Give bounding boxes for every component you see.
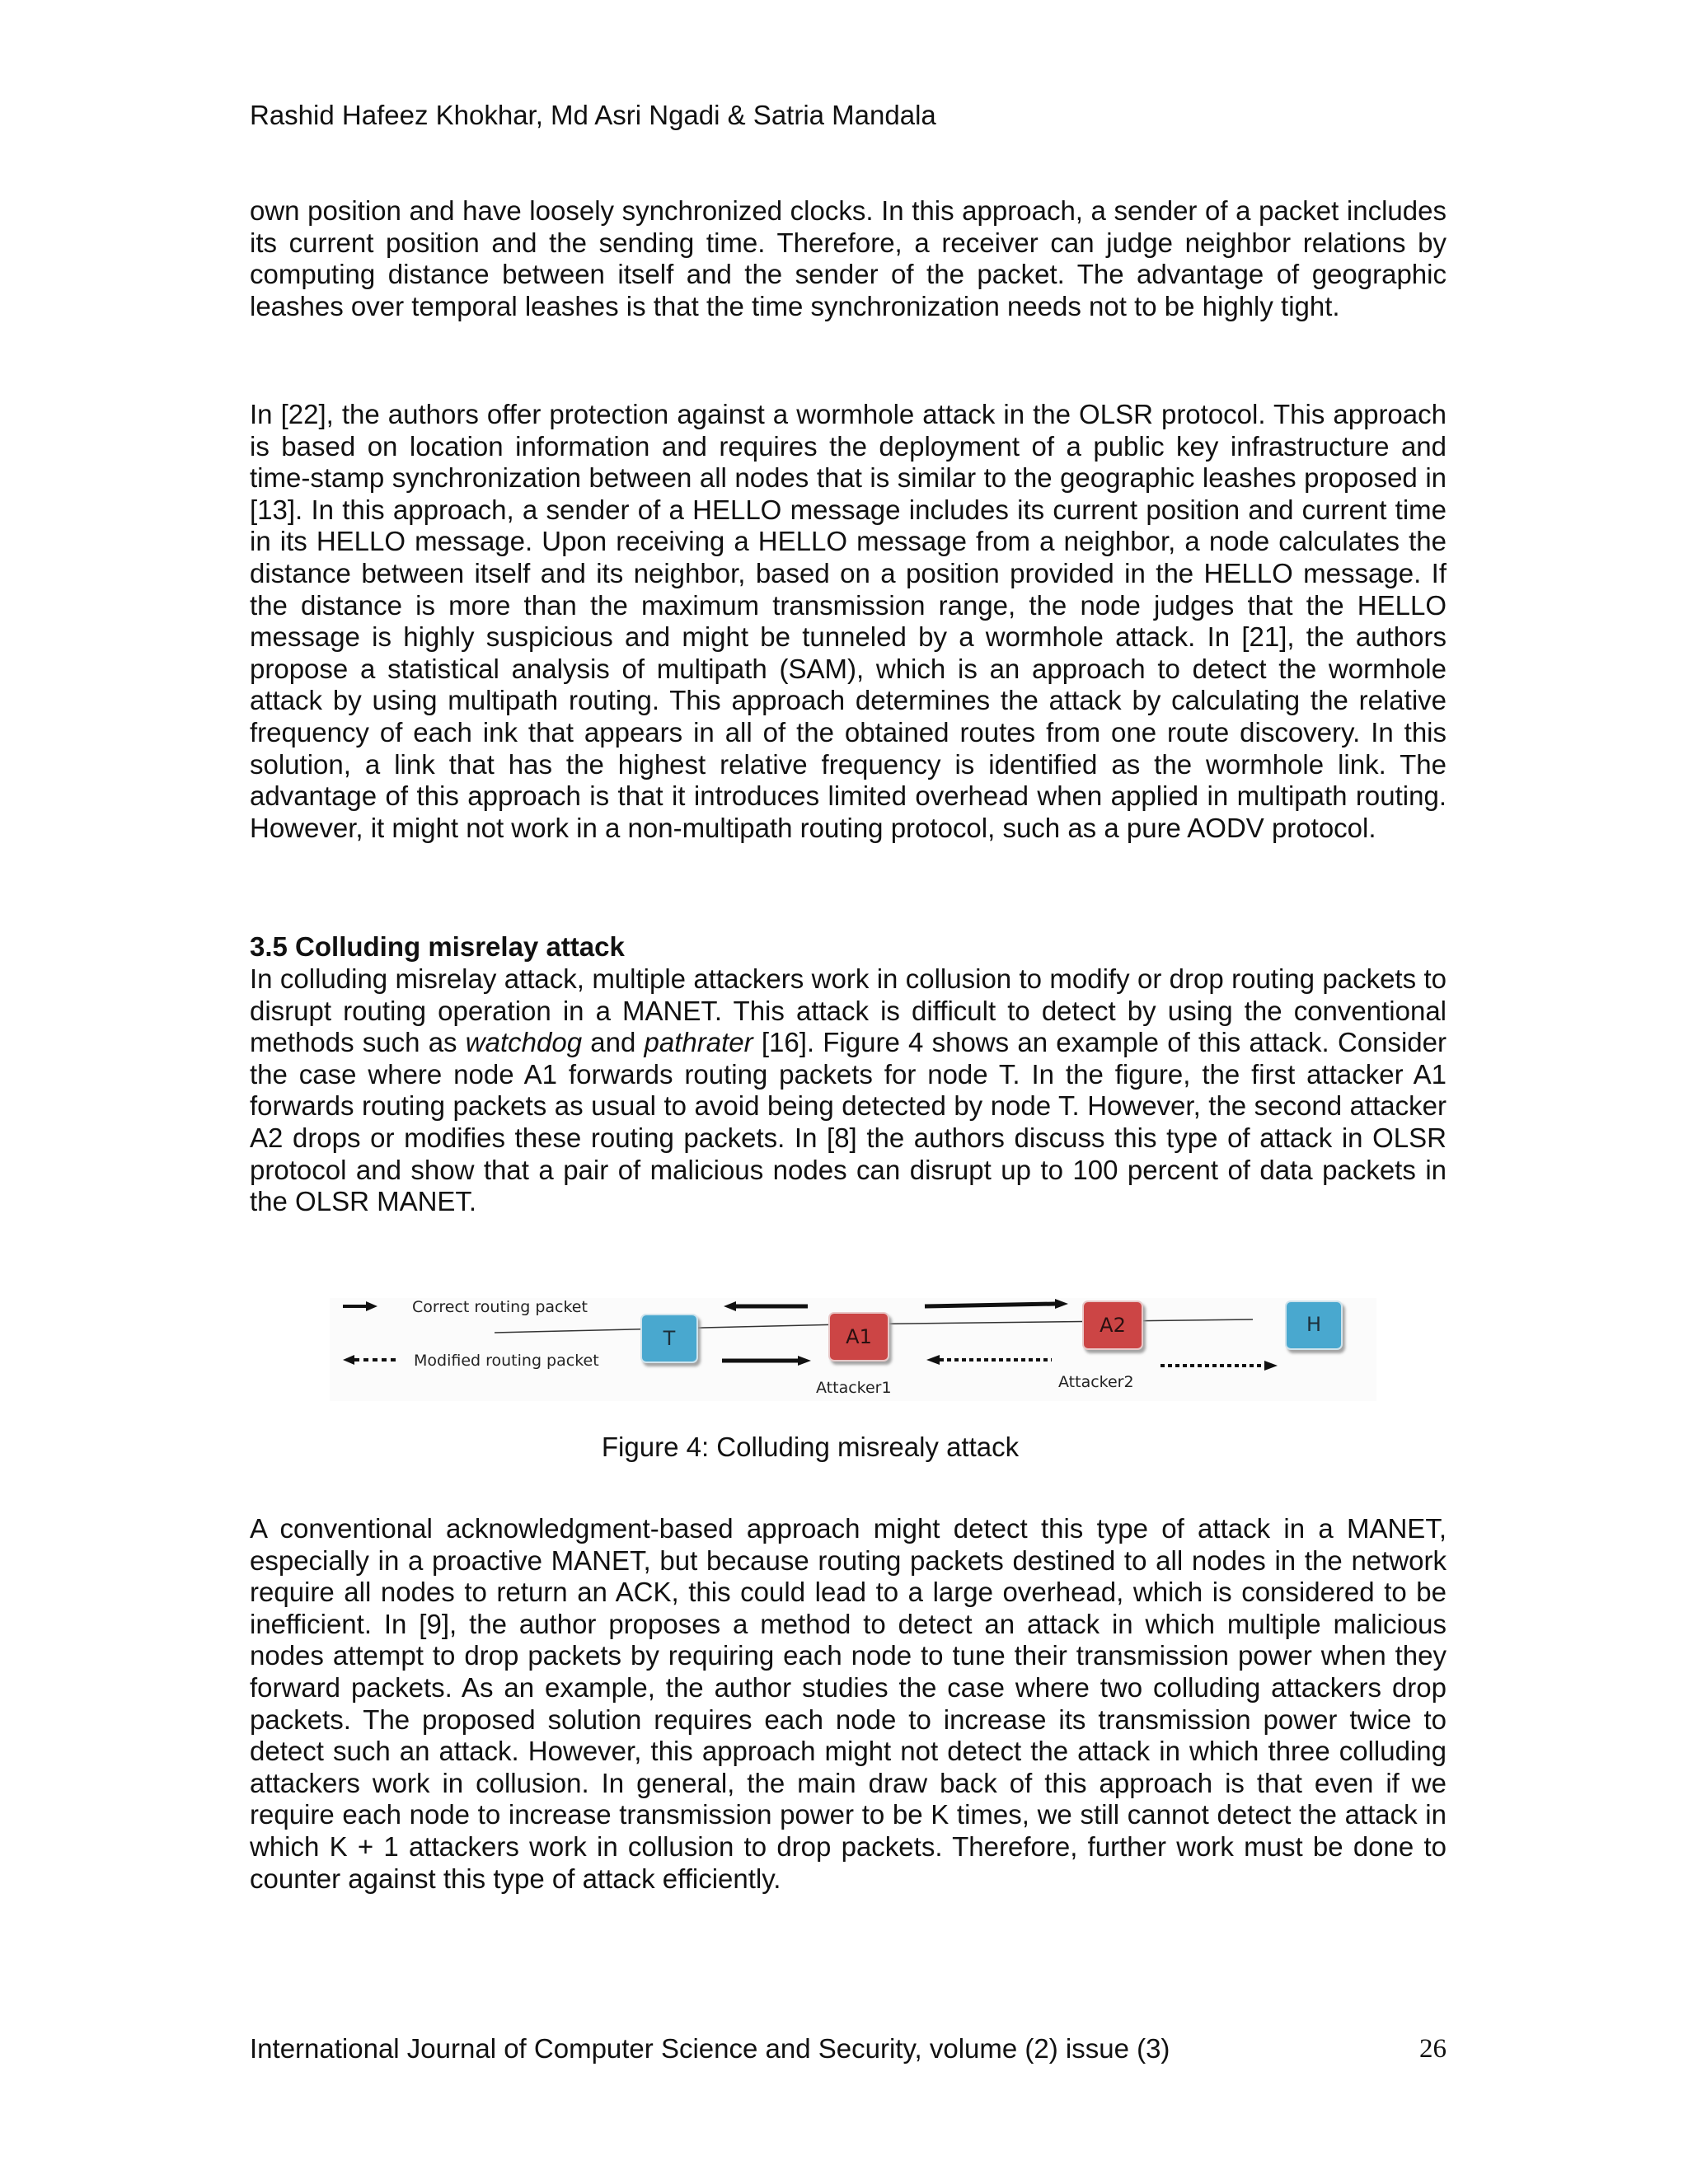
label-attacker2: Attacker2	[1058, 1373, 1134, 1391]
node-h-label: H	[1306, 1313, 1322, 1336]
node-a2	[1083, 1301, 1142, 1349]
section-heading-colluding-misrelay: 3.5 Colluding misrelay attack	[250, 931, 625, 962]
figure-diagram	[330, 1298, 1376, 1401]
arrow-a1-to-a2-icon	[925, 1299, 1068, 1309]
arrow-t-to-a1-icon	[722, 1356, 811, 1366]
paragraph-geographic-leashes: own position and have loosely synchronized clocks. In this approach, a sender of a packet includes its current position and the sending time. Therefore, a receiver can judge neighbor relations by computing distance between itself and the sender of the packet. The advantage of geographic leashes over temporal leashes is that the time synchronization needs not to be highly tight.	[250, 195, 1447, 321]
node-t-label: T	[663, 1327, 676, 1350]
paragraph-text: In colluding misrelay attack, multiple attackers work in collusion to modify or drop routing packets to disrupt routing operation in a MANET. This attack is difficult to detect by using the conventional methods such as	[250, 963, 1447, 1058]
term-pathrater: pathrater	[644, 1027, 753, 1058]
node-a1	[829, 1313, 889, 1361]
legend-correct-arrow-icon	[343, 1301, 377, 1311]
arrow-a2-to-h-modified-icon	[1160, 1361, 1278, 1371]
term-watchdog: watchdog	[465, 1027, 583, 1058]
arrow-a2-to-a1-modified-icon	[926, 1355, 1052, 1365]
node-h	[1286, 1301, 1342, 1349]
page-number: 26	[1419, 2034, 1447, 2064]
paragraph-ack-based-approach: A conventional acknowledgment-based approach might detect this type of attack in a MANET, especially in a proactive MANET, but because routing packets destined to all nodes in the network require all nodes to return an ACK, this could lead to a large overhead, which is considered to be inefficient. In [9], the author proposes a method to detect an attack in which multiple malicious nodes attempt to drop packets by requiring each node to tune their transmission power when they forward packets. As an example, the author studies the case where two colluding attackers drop packets. The proposed solution requires each node to increase its transmission power twice to detect such an attack. However, this approach might not detect the attack in which three colluding attackers work in collusion. In general, the main draw back of this approach is that even if we require each node to increase transmission power to be K times, we still cannot detect the attack in which K + 1 attackers work in collusion to drop packets. Therefore, further work must be done to counter against this type of attack efficiently.	[250, 1513, 1447, 1894]
arrow-a1-to-t-icon	[724, 1301, 808, 1311]
legend-correct-label: Correct routing packet	[412, 1298, 588, 1316]
label-attacker1: Attacker1	[816, 1379, 892, 1397]
link-a2-h	[841, 1319, 1253, 1324]
legend-modified-label: Modified routing packet	[414, 1352, 599, 1370]
figure-caption: Figure 4: Colluding misrealy attack	[601, 1432, 1020, 1462]
node-t	[641, 1315, 697, 1362]
paragraph-colluding-misrelay	[250, 963, 1447, 1218]
footer-journal: International Journal of Computer Science and Security, volume (2) issue (3)	[250, 2033, 1170, 2064]
node-a2-label: A2	[1100, 1314, 1126, 1337]
node-a1-label: A1	[846, 1325, 872, 1348]
paragraph-text: [16]. Figure 4 shows an example of this attack. Consider the case where node A1 forwards routing packets for node T. In the figure, the first attacker A1 forwards routing packets as usual to avoid being detected by node T. However, the second attacker A2 drops or modifies these routing packets. In [8] the authors discuss this type of attack in OLSR protocol and show that a pair of malicious nodes can disrupt up to 100 percent of data packets in the OLSR MANET.	[250, 1027, 1447, 1217]
paragraph-olsr-wormhole: In [22], the authors offer protection against a wormhole attack in the OLSR protocol. This approach is based on location information and requires the deployment of a public key infrastructure and time-stamp synchronization between all nodes that is similar to the geographic leashes proposed in [13]. In this approach, a sender of a HELLO message includes its current position and current time in its HELLO message. Upon receiving a HELLO message from a neighbor, a node calculates the distance between itself and its neighbor, based on a position provided in the HELLO message. If the distance is more than the maximum transmission range, the node judges that the HELLO message is highly suspicious and might be tunneled by a wormhole attack. In [21], the authors propose a statistical analysis of multipath (SAM), which is an approach to detect the wormhole attack by using multipath routing. This approach determines the attack by calculating the relative frequency of each ink that appears in all of the obtained routes from one route discovery. In this solution, a link that has the highest relative frequency is identified as the wormhole link. The advantage of this approach is that it introduces limited overhead when applied in multipath routing. However, it might not work in a non-multipath routing protocol, such as a pure AODV protocol.	[250, 399, 1447, 843]
legend-modified-arrow-icon	[343, 1355, 399, 1365]
figure-colluding-misrelay	[330, 1298, 1376, 1401]
paragraph-text: and	[582, 1027, 645, 1058]
running-header-authors: Rashid Hafeez Khokhar, Md Asri Ngadi & Satria Mandala	[250, 100, 936, 130]
